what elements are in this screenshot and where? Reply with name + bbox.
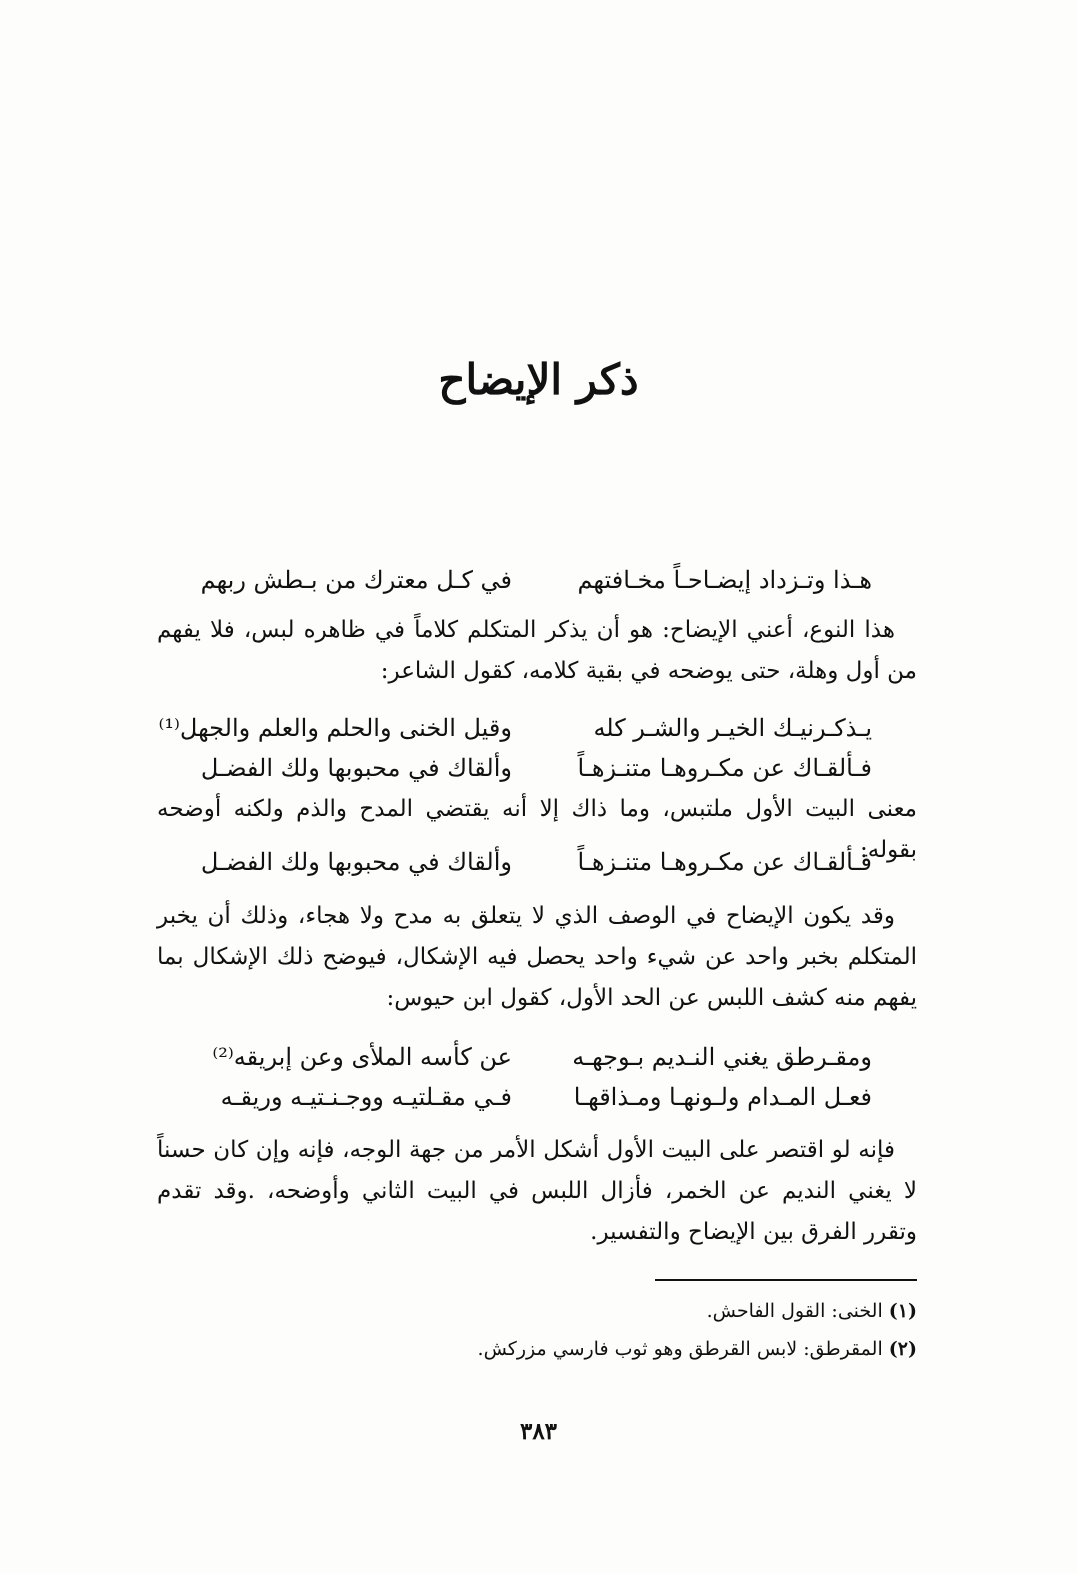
verse-6-first-hemistich: فعـل المـدام ولـونهـا ومـذاقهـا [573, 1083, 872, 1111]
verse-1 [192, 560, 872, 600]
page-number: ٣٨٣ [519, 1418, 558, 1445]
verse-6 [192, 1077, 872, 1117]
paragraph-3-text: وقد يكون الإيضاح في الوصف الذي لا يتعلق به مدح ولا هجاء، وذلك أن يخبر المتكلم بخبر واحد عن شيء واحد يحصل فيه الإشكال، فيوضح ذلك الإشكال بما يفهم منه كشف اللبس عن الحد الأول، كقول ابن حيوس: [157, 903, 917, 1011]
paragraph-1-text: هذا النوع، أعني الإيضاح: هو أن يذكر المتكلم كلاماً في ظاهره لبس، فلا يفهم من أول وهلة، حتى يوضحه في بقية كلامه، كقول الشاعر: [157, 617, 917, 684]
page-title: ذكر الإيضاح [438, 355, 639, 404]
verse-2-first-hemistich: يـذكـرنيـك الخيـر والشـر كله [593, 714, 872, 742]
verse-1-second-hemistich: في كـل معترك من بـطش ربهم [200, 566, 512, 594]
footnote-1 [157, 1296, 917, 1326]
verse-2 [158, 708, 872, 748]
paragraph-4-text: فإنه لو اقتصر على البيت الأول أشكل الأمر من جهة الوجه، فإنه وإن كان حسناً لا يغني النديم عن الخمر، فأزال اللبس في البيت الثاني وأوضحه، .وقد تقدم وتقرر الفرق بين الإيضاح والتفسير. [157, 1137, 917, 1245]
verse-4-second-hemistich: وألقاك في محبوبها ولك الفضـل [200, 848, 512, 876]
verse-3-second-hemistich: وألقاك في محبوبها ولك الفضـل [200, 754, 512, 782]
verse-6-second-hemistich: فـي مقـلتيـه ووجـنـتيـه وريقـه [220, 1083, 512, 1111]
footnote-1-number: (١) [888, 1300, 917, 1322]
paragraph-3 [157, 896, 917, 1019]
footnote-2 [157, 1334, 917, 1364]
footnote-divider [655, 1279, 917, 1281]
verse-4 [192, 842, 872, 882]
verse-5 [192, 1037, 872, 1077]
verse-3-first-hemistich: فـألقـاك عن مكـروهـا متنـزهـاً [577, 754, 872, 782]
verse-2-second-hemistich: وقيل الخنى والحلم والعلم والجهل⁽¹⁾ [158, 714, 512, 742]
footnote-2-number: (٢) [888, 1338, 917, 1360]
paragraph-1 [157, 610, 917, 692]
paragraph-4 [157, 1130, 917, 1253]
verse-1-first-hemistich: هـذا وتـزداد إيضـاحـاً مخـافتهم [577, 566, 872, 594]
footnote-1-text: الخنى: القول الفاحش. [706, 1300, 883, 1322]
verse-5-second-hemistich: عن كأسه الملأى وعن إبريقه⁽²⁾ [212, 1043, 512, 1071]
verse-4-first-hemistich: فـألقـاك عن مكـروهـا متنـزهـاً [577, 848, 872, 876]
verse-5-first-hemistich: ومقـرطق يغني النـديم بـوجهـه [572, 1043, 872, 1071]
paragraph-2-text: معنى البيت الأول ملتبس، وما ذاك إلا أنه يقتضي المدح والذم ولكنه أوضحه بقوله: [157, 796, 917, 863]
verse-3 [192, 748, 872, 788]
footnote-2-text: المقرطق: لابس القرطق وهو ثوب فارسي مزركش. [477, 1338, 883, 1360]
